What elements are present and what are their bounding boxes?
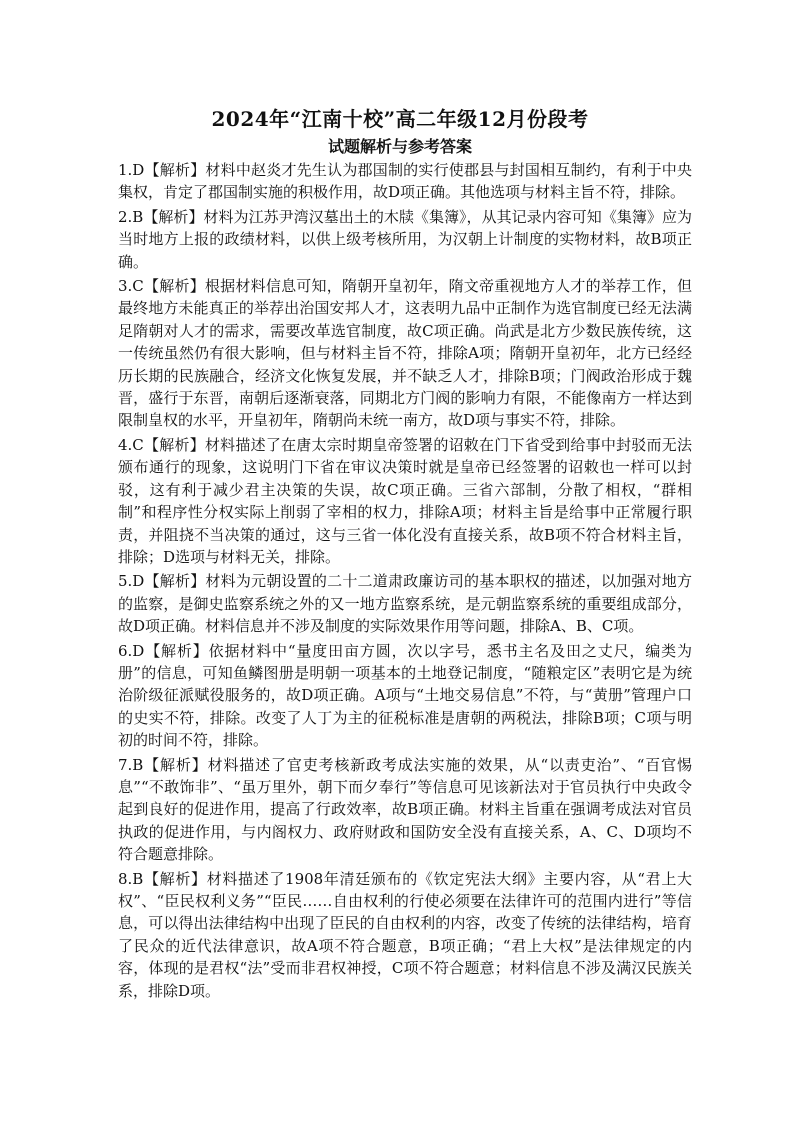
answer-item-7: 7.B【解析】材料描述了官吏考核新政考成法实施的效果，从“以责吏治”、“百官惕息”“不敢饰非”、“虽万里外，朝下而夕奉行”等信息可见该新法对于官员执行中央政令起到良好的促进作用，提高了行政效率，故B项正确。材料主旨重在强调考成法对官员执政的促进作用，与内阁权力、政府财政和国防安全没有直接关系，A、C、D项均不符合题意排除。: [118, 755, 692, 864]
document-subtitle: 试题解析与参考答案: [327, 137, 472, 156]
answer-item-8: 8.B【解析】材料描述了1908年清廷颁布的《钦定宪法大纲》主要内容，从“君上大权”、“臣民权利义务”“臣民……自由权利的行使必须要在法律许可的范围内进行”等信息，可以得出法律结构中出现了臣民的自由权利的内容，改变了传统的法律结构，培育了民众的近代法律意识，故A项不符合题意，B项正确；“君上大权”是法律规定的内容，体现的是君权“法”受而非君权神授，C项不符合题意；材料信息不涉及满汉民族关系，排除D项。: [118, 869, 692, 1000]
answer-item-2: 2.B【解析】材料为江苏尹湾汉墓出土的木牍《集簿》，从其记录内容可知《集簿》应为当时地方上报的政绩材料，以供上级考核所用，为汉朝上计制度的实物材料，故B项正确。: [118, 207, 692, 271]
answer-item-4: 4.C【解析】材料描述了在唐太宗时期皇帝签署的诏敕在门下省受到给事中封驳而无法颁布通行的现象，这说明门下省在审议决策时就是皇帝已经签署的诏敕也一样可以封驳，这有利于减少君主决策的失误，故C项正确。三省六部制，分散了相权，“群相制”和程序性分权实际上削弱了宰相的权力，排除A项；材料主旨是给事中正常履行职责，并阻挠不当决策的通过，这与三省一体化没有直接关系，故B项不符合材料主旨，排除；D选项与材料无关，排除。: [118, 435, 692, 566]
answer-list: [118, 159, 692, 1004]
answer-item-3: 3.C【解析】根据材料信息可知，隋朝开皇初年，隋文帝重视地方人才的举荐工作，但最终地方未能真正的举荐出治国安邦人才，这表明九品中正制作为选官制度已经无法满足隋朝对人才的需求，需要改革选官制度，故C项正确。尚武是北方少数民族传统，这一传统虽然仍有很大影响，但与材料主旨不符，排除A项；隋朝开皇初年，北方已经经历长期的民族融合，经济文化恢复发展，并不缺乏人才，排除B项；门阀政治形成于魏晋，盛行于东晋，南朝后逐渐衰落，同期北方门阀的影响力有限，不能像南方一样达到限制皇权的水平，开皇初年，隋朝尚未统一南方，故D项与事实不符，排除。: [118, 277, 692, 430]
answer-item-1: 1.D【解析】材料中赵炎才先生认为郡国制的实行使郡县与封国相互制约，有利于中央集权，肯定了郡国制实施的积极作用，故D项正确。其他选项与材料主旨不符，排除。: [118, 161, 692, 202]
document-title: 2024年“江南十校”高二年级12月份段考: [211, 107, 589, 131]
answer-item-5: 5.D【解析】材料为元朝设置的二十二道肃政廉访司的基本职权的描述，以加强对地方的监察，是御史监察系统之外的又一地方监察系统，是元朝监察系统的重要组成部分，故D项正确。材料信息并不涉及制度的实际效果作用等问题，排除A、B、C项。: [118, 572, 692, 636]
answer-item-6: 6.D【解析】依据材料中“量度田亩方圆，次以字号，悉书主名及田之丈尺，编类为册”的信息，可知鱼鳞图册是明朝一项基本的土地登记制度，“随粮定区”表明它是为统治阶级征派赋役服务的，故D项正确。A项与“土地交易信息”不符，与“黄册”管理户口的史实不符，排除。改变了人丁为主的征税标准是唐朝的两税法，排除B项；C项与明初的时间不符，排除。: [118, 641, 692, 750]
